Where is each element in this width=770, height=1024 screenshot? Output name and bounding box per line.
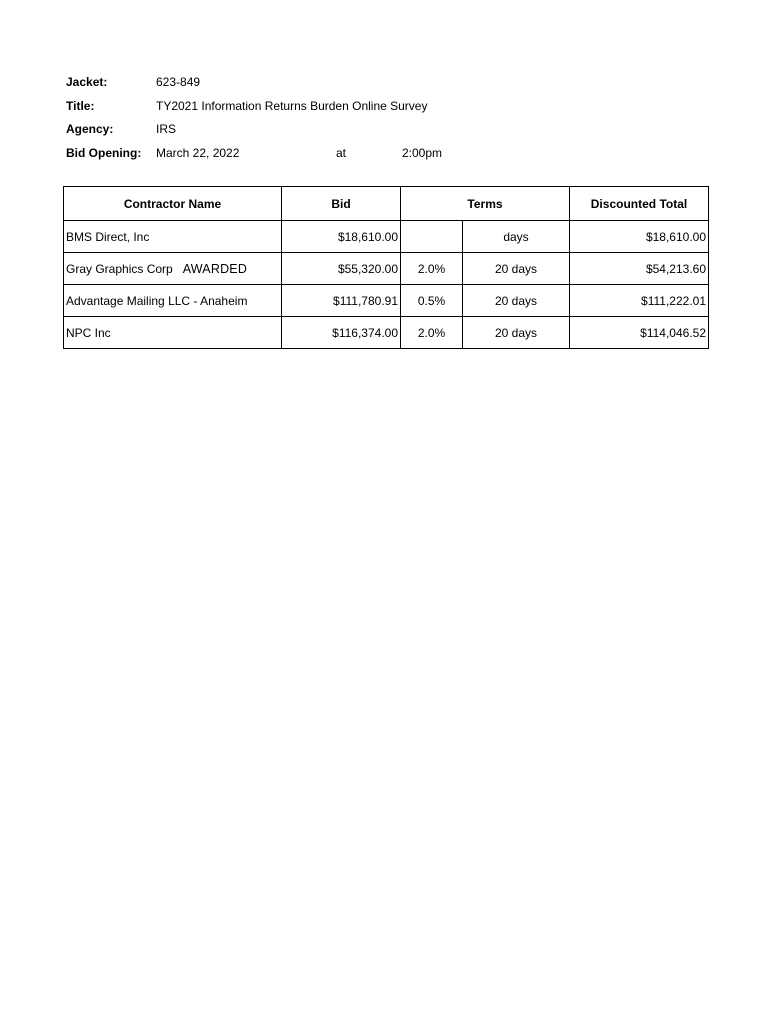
bid-cell: $18,610.00 bbox=[282, 221, 401, 253]
discount-cell: 0.5% bbox=[401, 285, 463, 317]
bid-table bbox=[63, 186, 709, 349]
contractor-cell bbox=[64, 285, 282, 317]
bid-opening-at: at bbox=[336, 146, 347, 160]
jacket-value: 623-849 bbox=[156, 75, 201, 89]
table-row bbox=[64, 285, 709, 317]
bid-opening-label: Bid Opening: bbox=[66, 146, 142, 160]
table-row bbox=[64, 221, 709, 253]
table-header-row bbox=[64, 187, 709, 221]
contractor-cell bbox=[64, 317, 282, 349]
days-cell: 20 days bbox=[463, 253, 570, 285]
discount-cell bbox=[401, 221, 463, 253]
awarded-note: AWARDED bbox=[182, 261, 248, 276]
title-label: Title: bbox=[66, 99, 95, 113]
table-row bbox=[64, 317, 709, 349]
discounted-total-header: Discounted Total bbox=[570, 187, 709, 221]
agency-value: IRS bbox=[156, 122, 177, 136]
bid-opening-time: 2:00pm bbox=[402, 146, 443, 160]
contractor-name: Advantage Mailing LLC - Anaheim bbox=[66, 293, 248, 308]
days-cell: 20 days bbox=[463, 285, 570, 317]
discount-cell: 2.0% bbox=[401, 253, 463, 285]
table-row bbox=[64, 253, 709, 285]
contractor-name: BMS Direct, Inc bbox=[66, 229, 150, 244]
bid-header: Bid bbox=[282, 187, 401, 221]
bid-cell: $55,320.00 bbox=[282, 253, 401, 285]
bid-cell: $116,374.00 bbox=[282, 317, 401, 349]
title-value: TY2021 Information Returns Burden Online Survey bbox=[156, 99, 428, 113]
days-cell: 20 days bbox=[463, 317, 570, 349]
total-cell: $111,222.01 bbox=[570, 285, 709, 317]
discount-cell: 2.0% bbox=[401, 317, 463, 349]
contractor-header: Contractor Name bbox=[64, 187, 282, 221]
contractor-name: Gray Graphics Corp bbox=[66, 261, 173, 276]
days-cell: days bbox=[463, 221, 570, 253]
contractor-cell bbox=[64, 253, 282, 285]
total-cell: $54,213.60 bbox=[570, 253, 709, 285]
jacket-label: Jacket: bbox=[66, 75, 108, 89]
bid-cell: $111,780.91 bbox=[282, 285, 401, 317]
total-cell: $18,610.00 bbox=[570, 221, 709, 253]
contractor-cell bbox=[64, 221, 282, 253]
total-cell: $114,046.52 bbox=[570, 317, 709, 349]
agency-label: Agency: bbox=[66, 122, 114, 136]
bid-opening-date: March 22, 2022 bbox=[156, 146, 240, 160]
contractor-name: NPC Inc bbox=[66, 325, 111, 340]
terms-header: Terms bbox=[401, 187, 570, 221]
